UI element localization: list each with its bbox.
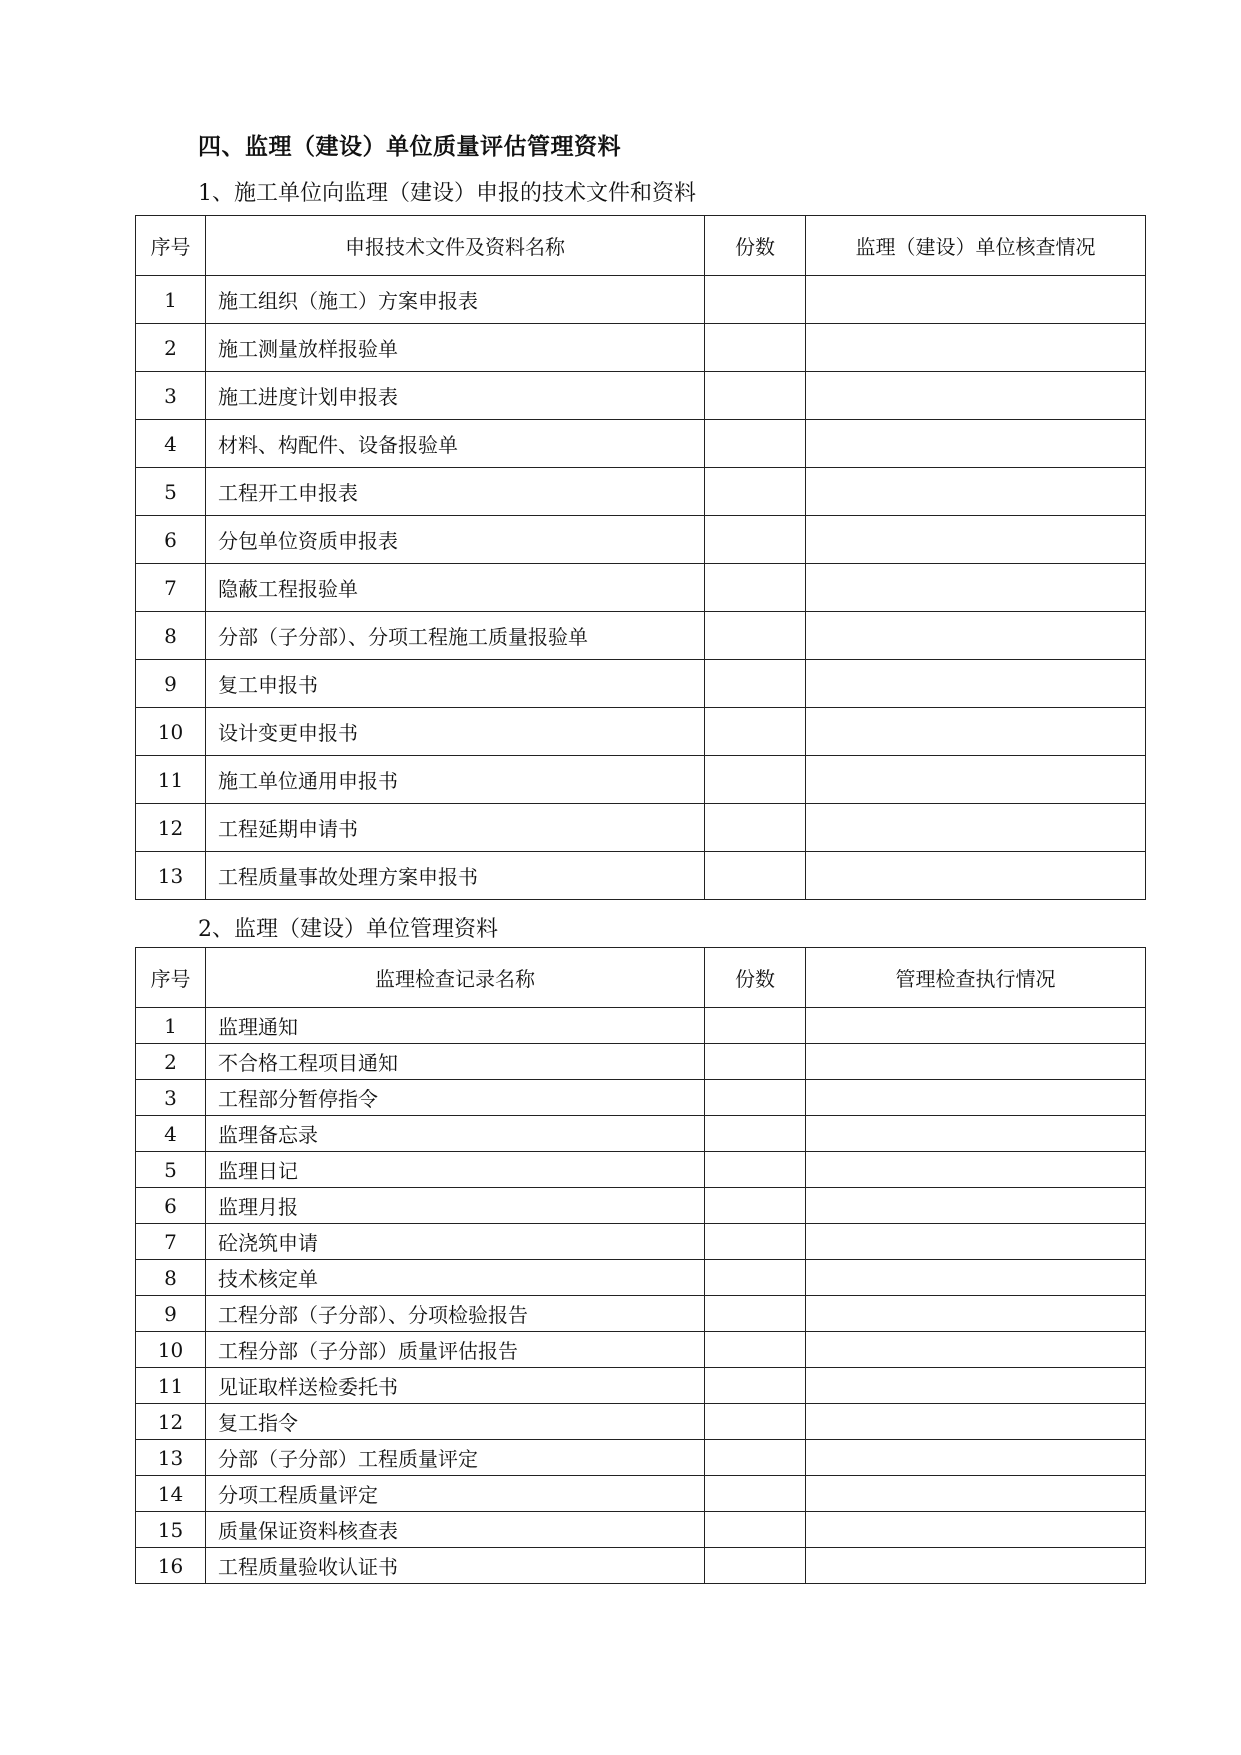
row-status-cell — [806, 1008, 1146, 1044]
row-copies-cell — [705, 324, 806, 372]
row-copies-cell — [705, 1332, 806, 1368]
row-name: 复工申报书 — [206, 660, 705, 708]
table-header-row — [136, 216, 1146, 276]
table-row — [136, 564, 1146, 612]
row-status-cell — [806, 1404, 1146, 1440]
row-copies-cell — [705, 1476, 806, 1512]
row-status-cell — [806, 852, 1146, 900]
row-name: 质量保证资料核查表 — [206, 1512, 705, 1548]
table-row — [136, 516, 1146, 564]
row-status-cell — [806, 1368, 1146, 1404]
row-serial: 9 — [136, 660, 206, 708]
table-row — [136, 1044, 1146, 1080]
row-copies-cell — [705, 516, 806, 564]
table-row — [136, 1476, 1146, 1512]
row-copies-cell — [705, 612, 806, 660]
row-status-cell — [806, 1080, 1146, 1116]
row-copies-cell — [705, 1368, 806, 1404]
row-status-cell — [806, 1476, 1146, 1512]
table-row — [136, 1152, 1146, 1188]
header-serial: 序号 — [136, 948, 206, 1008]
row-serial: 10 — [136, 1332, 206, 1368]
table-header-row — [136, 948, 1146, 1008]
table-row — [136, 660, 1146, 708]
row-serial: 16 — [136, 1548, 206, 1584]
row-name: 施工单位通用申报书 — [206, 756, 705, 804]
section1-title: 1、施工单位向监理（建设）申报的技术文件和资料 — [198, 181, 696, 206]
table-row — [136, 1008, 1146, 1044]
header-document-name: 申报技术文件及资料名称 — [206, 216, 705, 276]
row-status-cell — [806, 420, 1146, 468]
row-copies-cell — [705, 1404, 806, 1440]
table-row — [136, 1404, 1146, 1440]
table-row — [136, 1548, 1146, 1584]
table-row — [136, 1260, 1146, 1296]
row-copies-cell — [705, 564, 806, 612]
row-name: 施工进度计划申报表 — [206, 372, 705, 420]
row-name: 工程延期申请书 — [206, 804, 705, 852]
row-name: 隐蔽工程报验单 — [206, 564, 705, 612]
row-status-cell — [806, 612, 1146, 660]
row-copies-cell — [705, 1512, 806, 1548]
table-row — [136, 1188, 1146, 1224]
row-copies-cell — [705, 1044, 806, 1080]
row-name: 复工指令 — [206, 1404, 705, 1440]
table-row — [136, 1224, 1146, 1260]
row-status-cell — [806, 708, 1146, 756]
row-status-cell — [806, 516, 1146, 564]
row-name: 设计变更申报书 — [206, 708, 705, 756]
table-row — [136, 1368, 1146, 1404]
row-copies-cell — [705, 276, 806, 324]
table-row — [136, 852, 1146, 900]
row-serial: 15 — [136, 1512, 206, 1548]
header-record-name: 监理检查记录名称 — [206, 948, 705, 1008]
row-serial: 2 — [136, 1044, 206, 1080]
row-serial: 2 — [136, 324, 206, 372]
row-serial: 13 — [136, 1440, 206, 1476]
row-serial: 7 — [136, 564, 206, 612]
row-name: 不合格工程项目通知 — [206, 1044, 705, 1080]
row-serial: 3 — [136, 372, 206, 420]
header-copies: 份数 — [705, 216, 806, 276]
row-serial: 1 — [136, 1008, 206, 1044]
table-row — [136, 1116, 1146, 1152]
table-row — [136, 420, 1146, 468]
table-row — [136, 1332, 1146, 1368]
row-status-cell — [806, 1188, 1146, 1224]
row-copies-cell — [705, 1116, 806, 1152]
row-status-cell — [806, 756, 1146, 804]
row-status-cell — [806, 1224, 1146, 1260]
row-name: 工程质量验收认证书 — [206, 1548, 705, 1584]
table-row — [136, 756, 1146, 804]
document-heading: 四、监理（建设）单位质量评估管理资料 — [198, 134, 621, 160]
row-status-cell — [806, 564, 1146, 612]
row-name: 分项工程质量评定 — [206, 1476, 705, 1512]
row-status-cell — [806, 660, 1146, 708]
row-serial: 8 — [136, 612, 206, 660]
row-name: 见证取样送检委托书 — [206, 1368, 705, 1404]
row-copies-cell — [705, 1260, 806, 1296]
submitted-documents-table — [135, 215, 1146, 900]
row-serial: 12 — [136, 1404, 206, 1440]
row-name: 施工组织（施工）方案申报表 — [206, 276, 705, 324]
row-serial: 4 — [136, 1116, 206, 1152]
row-serial: 6 — [136, 516, 206, 564]
row-copies-cell — [705, 1440, 806, 1476]
row-serial: 14 — [136, 1476, 206, 1512]
row-copies-cell — [705, 660, 806, 708]
row-status-cell — [806, 1512, 1146, 1548]
row-copies-cell — [705, 468, 806, 516]
row-copies-cell — [705, 1008, 806, 1044]
row-name: 工程分部（子分部）质量评估报告 — [206, 1332, 705, 1368]
table-row — [136, 468, 1146, 516]
supervision-records-table — [135, 947, 1146, 1584]
table-row — [136, 372, 1146, 420]
row-name: 砼浇筑申请 — [206, 1224, 705, 1260]
table-row — [136, 324, 1146, 372]
header-copies: 份数 — [705, 948, 806, 1008]
row-copies-cell — [705, 1296, 806, 1332]
row-copies-cell — [705, 1080, 806, 1116]
header-review-status: 监理（建设）单位核查情况 — [806, 216, 1146, 276]
row-name: 监理日记 — [206, 1152, 705, 1188]
row-copies-cell — [705, 708, 806, 756]
row-status-cell — [806, 1152, 1146, 1188]
row-serial: 12 — [136, 804, 206, 852]
row-serial: 4 — [136, 420, 206, 468]
row-name: 材料、构配件、设备报验单 — [206, 420, 705, 468]
row-status-cell — [806, 1296, 1146, 1332]
row-status-cell — [806, 804, 1146, 852]
row-serial: 10 — [136, 708, 206, 756]
row-copies-cell — [705, 756, 806, 804]
table-row — [136, 612, 1146, 660]
row-name: 分包单位资质申报表 — [206, 516, 705, 564]
row-name: 分部（子分部）工程质量评定 — [206, 1440, 705, 1476]
row-status-cell — [806, 1440, 1146, 1476]
header-serial: 序号 — [136, 216, 206, 276]
row-copies-cell — [705, 420, 806, 468]
table-row — [136, 1296, 1146, 1332]
row-status-cell — [806, 324, 1146, 372]
row-name: 技术核定单 — [206, 1260, 705, 1296]
row-status-cell — [806, 1044, 1146, 1080]
header-execution-status: 管理检查执行情况 — [806, 948, 1146, 1008]
row-serial: 7 — [136, 1224, 206, 1260]
row-name: 监理备忘录 — [206, 1116, 705, 1152]
row-copies-cell — [705, 1152, 806, 1188]
row-status-cell — [806, 468, 1146, 516]
row-name: 工程开工申报表 — [206, 468, 705, 516]
table-row — [136, 1512, 1146, 1548]
row-copies-cell — [705, 852, 806, 900]
row-name: 工程质量事故处理方案申报书 — [206, 852, 705, 900]
table-row — [136, 276, 1146, 324]
row-name: 工程部分暂停指令 — [206, 1080, 705, 1116]
row-serial: 1 — [136, 276, 206, 324]
section2-title: 2、监理（建设）单位管理资料 — [198, 917, 498, 942]
row-serial: 6 — [136, 1188, 206, 1224]
row-serial: 3 — [136, 1080, 206, 1116]
row-status-cell — [806, 1548, 1146, 1584]
row-serial: 5 — [136, 1152, 206, 1188]
table-row — [136, 708, 1146, 756]
row-copies-cell — [705, 1548, 806, 1584]
row-name: 施工测量放样报验单 — [206, 324, 705, 372]
row-status-cell — [806, 1116, 1146, 1152]
table-row — [136, 804, 1146, 852]
row-copies-cell — [705, 804, 806, 852]
row-name: 监理月报 — [206, 1188, 705, 1224]
row-status-cell — [806, 372, 1146, 420]
row-copies-cell — [705, 1188, 806, 1224]
row-status-cell — [806, 1260, 1146, 1296]
row-copies-cell — [705, 372, 806, 420]
row-status-cell — [806, 1332, 1146, 1368]
table-row — [136, 1440, 1146, 1476]
table-row — [136, 1080, 1146, 1116]
row-serial: 9 — [136, 1296, 206, 1332]
row-copies-cell — [705, 1224, 806, 1260]
row-status-cell — [806, 276, 1146, 324]
row-serial: 5 — [136, 468, 206, 516]
row-name: 工程分部（子分部）、分项检验报告 — [206, 1296, 705, 1332]
row-serial: 11 — [136, 1368, 206, 1404]
row-serial: 13 — [136, 852, 206, 900]
row-serial: 11 — [136, 756, 206, 804]
row-serial: 8 — [136, 1260, 206, 1296]
row-name: 分部（子分部）、分项工程施工质量报验单 — [206, 612, 705, 660]
row-name: 监理通知 — [206, 1008, 705, 1044]
